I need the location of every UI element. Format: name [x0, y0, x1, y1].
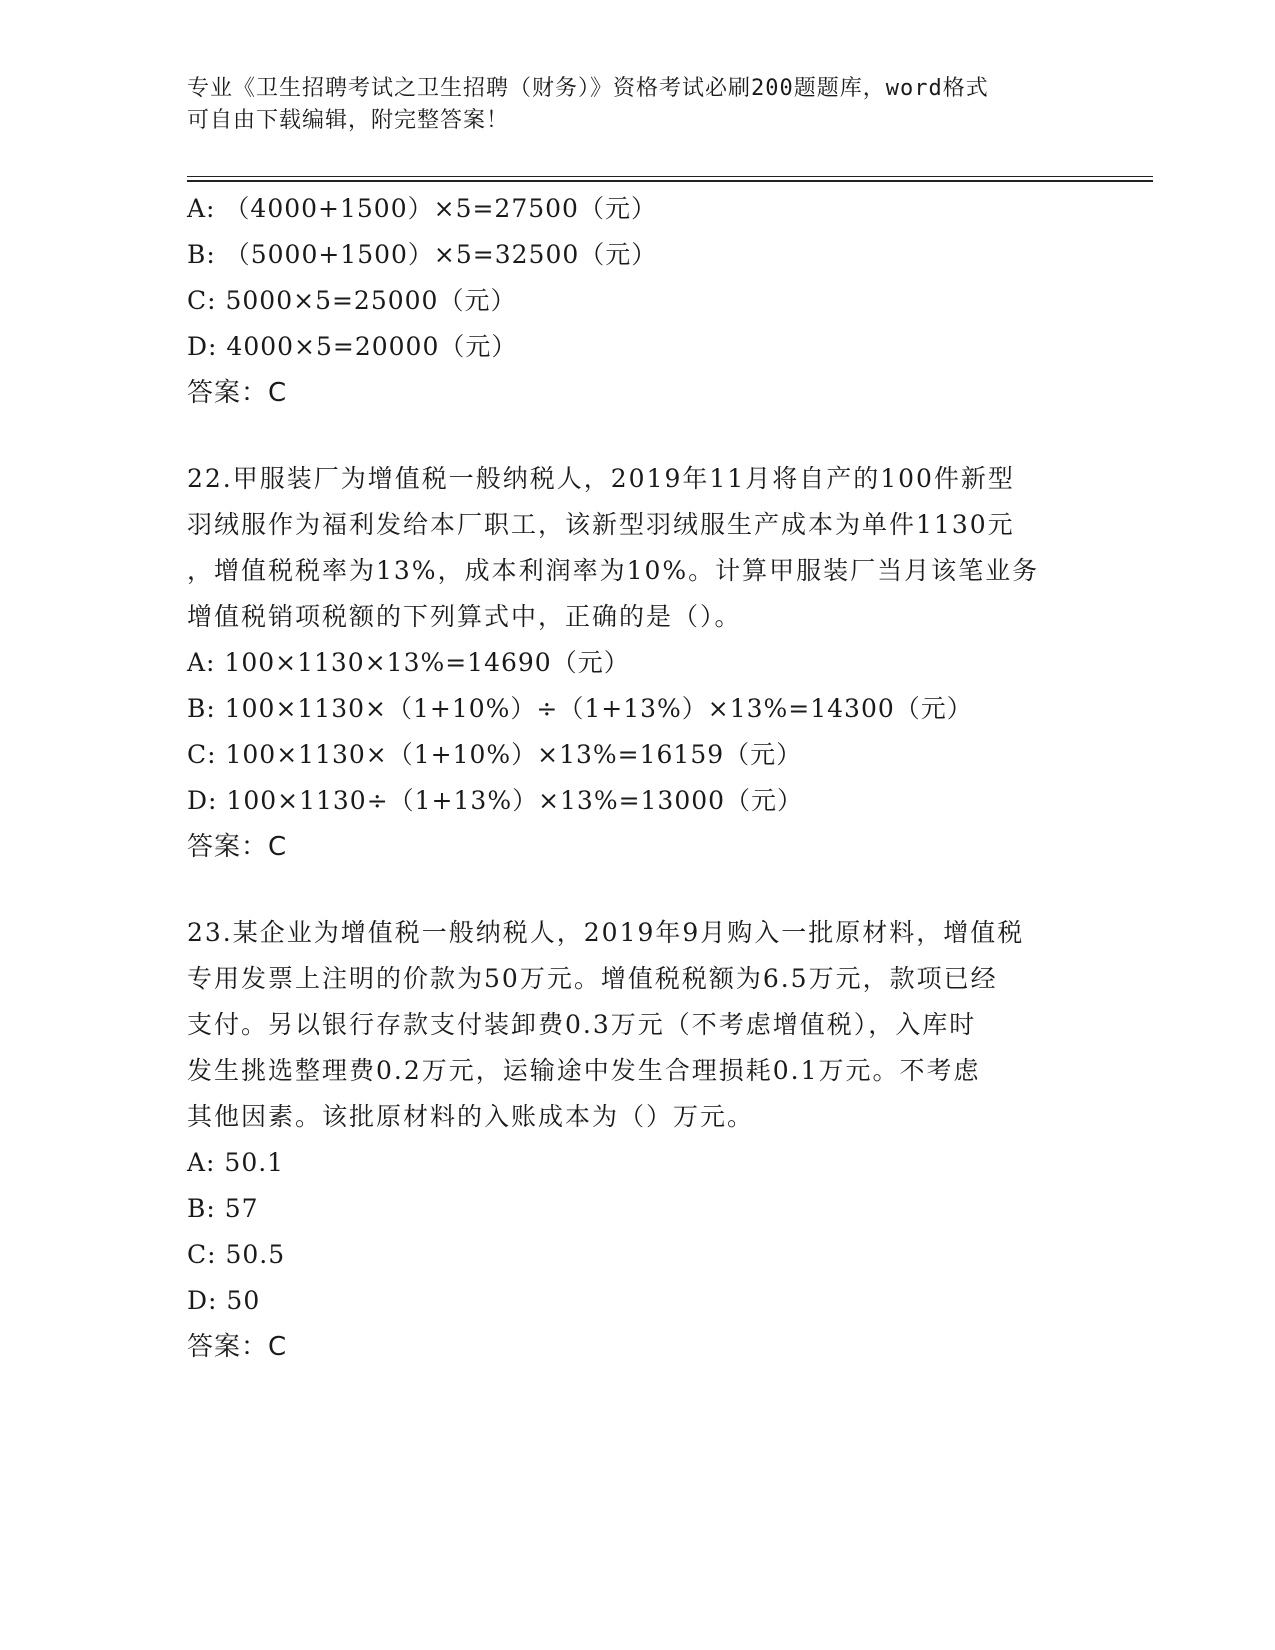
question-stem-line: 发生挑选整理费0.2万元，运输途中发生合理损耗0.1万元。不考虑: [187, 1056, 981, 1085]
option-d: D: 50: [187, 1286, 261, 1315]
option-b: B: 100×1130×（1+10%）÷（1+13%）×13%=14300（元）: [187, 694, 973, 723]
option-d: D: 100×1130÷（1+13%）×13%=13000（元）: [187, 786, 804, 815]
answer: 答案：C: [187, 832, 288, 862]
question-stem-line: ，增值税税率为13%，成本利润率为10%。计算甲服装厂当月该笔业务: [187, 556, 1040, 585]
question-stem-line: 羽绒服作为福利发给本厂职工，该新型羽绒服生产成本为单件1130元: [187, 510, 1015, 539]
question-stem-line: 增值税销项税额的下列算式中，正确的是（）。: [187, 602, 742, 631]
page-header: [187, 73, 1067, 137]
header-title-line-2: 可自由下载编辑，附完整答案！: [187, 108, 510, 133]
option-c: C: 100×1130×（1+10%）×13%=16159（元）: [187, 740, 803, 769]
option-a: A: 50.1: [187, 1148, 285, 1177]
option-a: A: 100×1130×13%=14690（元）: [187, 648, 630, 677]
question-gap: [187, 870, 1087, 910]
question-stem-line: 23.某企业为增值税一般纳税人，2019年9月购入一批原材料，增值税: [187, 918, 1025, 947]
question-gap: [187, 416, 1087, 456]
question-stem-line: 支付。另以银行存款支付装卸费0.3万元（不考虑增值税），入库时: [187, 1010, 977, 1039]
question-content: [187, 186, 1087, 1370]
answer: 答案：C: [187, 378, 288, 408]
question-22: [187, 456, 1087, 870]
option-c: C: 50.5: [187, 1240, 286, 1269]
question-stem-line: 专用发票上注明的价款为50万元。增值税税额为6.5万元，款项已经: [187, 964, 998, 993]
answer: 答案：C: [187, 1332, 288, 1362]
option-a: A: （4000+1500）×5=27500（元）: [187, 194, 657, 223]
header-title-line-1: 专业《卫生招聘考试之卫生招聘（财务）》资格考试必刷200题题库，word格式: [187, 76, 989, 101]
question-stem-line: 其他因素。该批原材料的入账成本为（）万元。: [187, 1102, 755, 1131]
option-b: B: 57: [187, 1194, 259, 1223]
option-b: B: （5000+1500）×5=32500（元）: [187, 240, 658, 269]
option-c: C: 5000×5=25000（元）: [187, 286, 517, 315]
question-23: [187, 910, 1087, 1370]
question-stem-line: 22.甲服装厂为增值税一般纳税人，2019年11月将自产的100件新型: [187, 464, 1015, 493]
option-d: D: 4000×5=20000（元）: [187, 332, 518, 361]
question-21: [187, 186, 1087, 416]
header-divider: [187, 176, 1153, 182]
